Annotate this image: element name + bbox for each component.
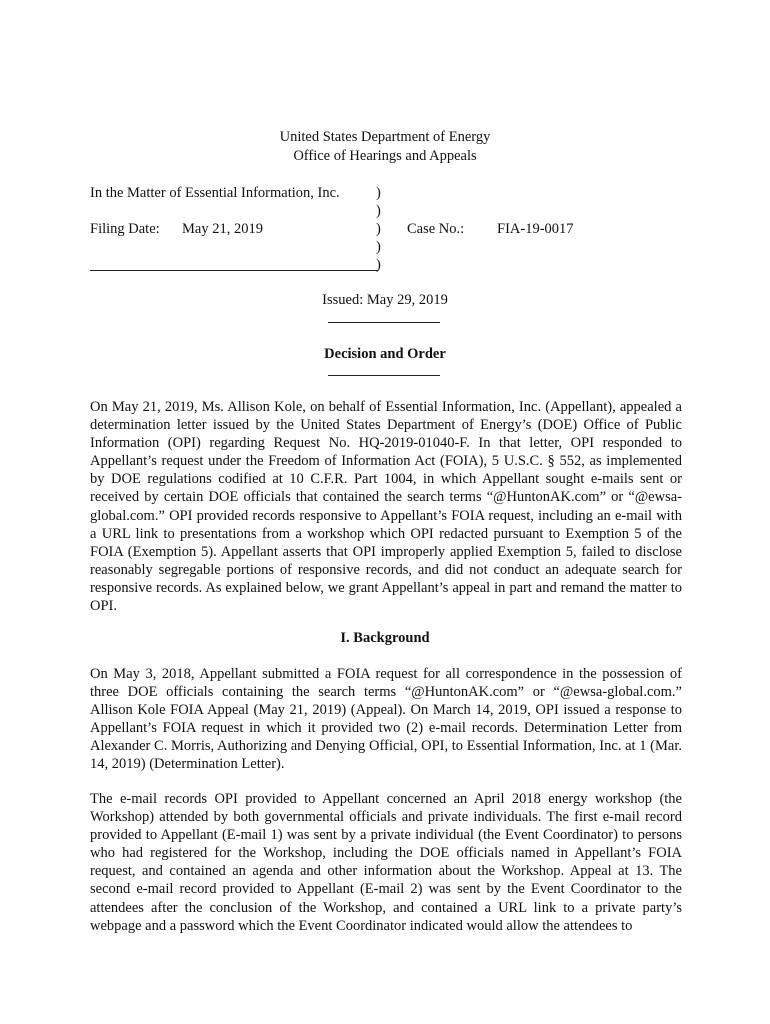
intro-paragraph: On May 21, 2019, Ms. Allison Kole, on behalf of Essential Information, Inc. (Appellant), appealed a determination letter issued by the United States Department of Energy’s (DOE) Office of Public Information (OPI) regarding Request No. HQ-2019-01040-F. In that letter, OPI responded to Appellant’s request under the Freedom of Information Act (FOIA), 5 U.S.C. § 552, as implemented by DOE regulations codified at 10 C.F.R. Part 1004, in which Appellant sought e-mails sent or received by certain DOE officials that contained the search terms “@HuntonAK.com” or “@ewsa-global.com.” OPI provided records responsive to Appellant’s FOIA request, including an e-mail with a URL link to presentations from a workshop which OPI redacted pursuant to Exemption 5 of the FOIA (Exemption 5). Appellant asserts that OPI improperly applied Exemption 5, failed to disclose reasonably segregable portions of responsive records, and did not conduct an adequate search for responsive records. As explained below, we grant Appellant’s appeal in part and remand the matter to OPI. — [90, 399, 682, 615]
background-paragraph-2: The e-mail records OPI provided to Appellant concerned an April 2018 energy workshop (the Workshop) attended by both governmental officials and private individuals. The first e-mail record provided to Appellant (E-mail 1) was sent by a private individual (the Event Coordinator) to persons who had registered for the Workshop, including the DOE officials named in Appellant’s FOIA request, and contained an agenda and other information about the Workshop. Appeal at 13. The second e-mail record provided to Appellant (E-mail 2) was sent by the Event Coordinator to the attendees after the conclusion of the Workshop, and contained a URL link to a private party’s webpage and a password which the Event Coordinator indicated would allow the attendees to — [90, 791, 682, 934]
background-paragraph-1: On May 3, 2018, Appellant submitted a FOIA request for all correspondence in the possession of three DOE officials containing the search terms “@HuntonAK.com” or “@ewsa-global.com.” Allison Kole FOIA Appeal (May 21, 2019) (Appeal). On March 14, 2019, OPI issued a response to Appellant’s FOIA request in which it provided two (2) e-mail records. Determination Letter from Alexander C. Morris, Authorizing and Denying Official, OPI, to Essential Information, Inc. at 1 (Mar. 14, 2019) (Determination Letter). — [90, 666, 682, 773]
filing-date-value: May 21, 2019 — [182, 221, 263, 237]
office-name: Office of Hearings and Appeals — [293, 148, 477, 164]
divider — [328, 375, 440, 376]
issued-date: Issued: May 29, 2019 — [322, 292, 448, 308]
section-heading: I. Background — [340, 630, 430, 646]
caption-paren: ) — [376, 221, 381, 237]
filing-date-label: Filing Date: — [90, 221, 160, 237]
caption-underline — [90, 270, 378, 271]
document-title: Decision and Order — [324, 346, 446, 362]
caption-paren: ) — [376, 257, 381, 273]
case-number-label: Case No.: — [407, 221, 465, 237]
case-number-value: FIA-19-0017 — [497, 221, 574, 237]
caption-paren: ) — [376, 203, 381, 219]
caption-paren: ) — [376, 239, 381, 255]
divider — [328, 322, 440, 323]
matter-title: In the Matter of Essential Information, Inc. — [90, 185, 340, 201]
caption-paren: ) — [376, 185, 381, 201]
agency-name: United States Department of Energy — [279, 129, 491, 145]
